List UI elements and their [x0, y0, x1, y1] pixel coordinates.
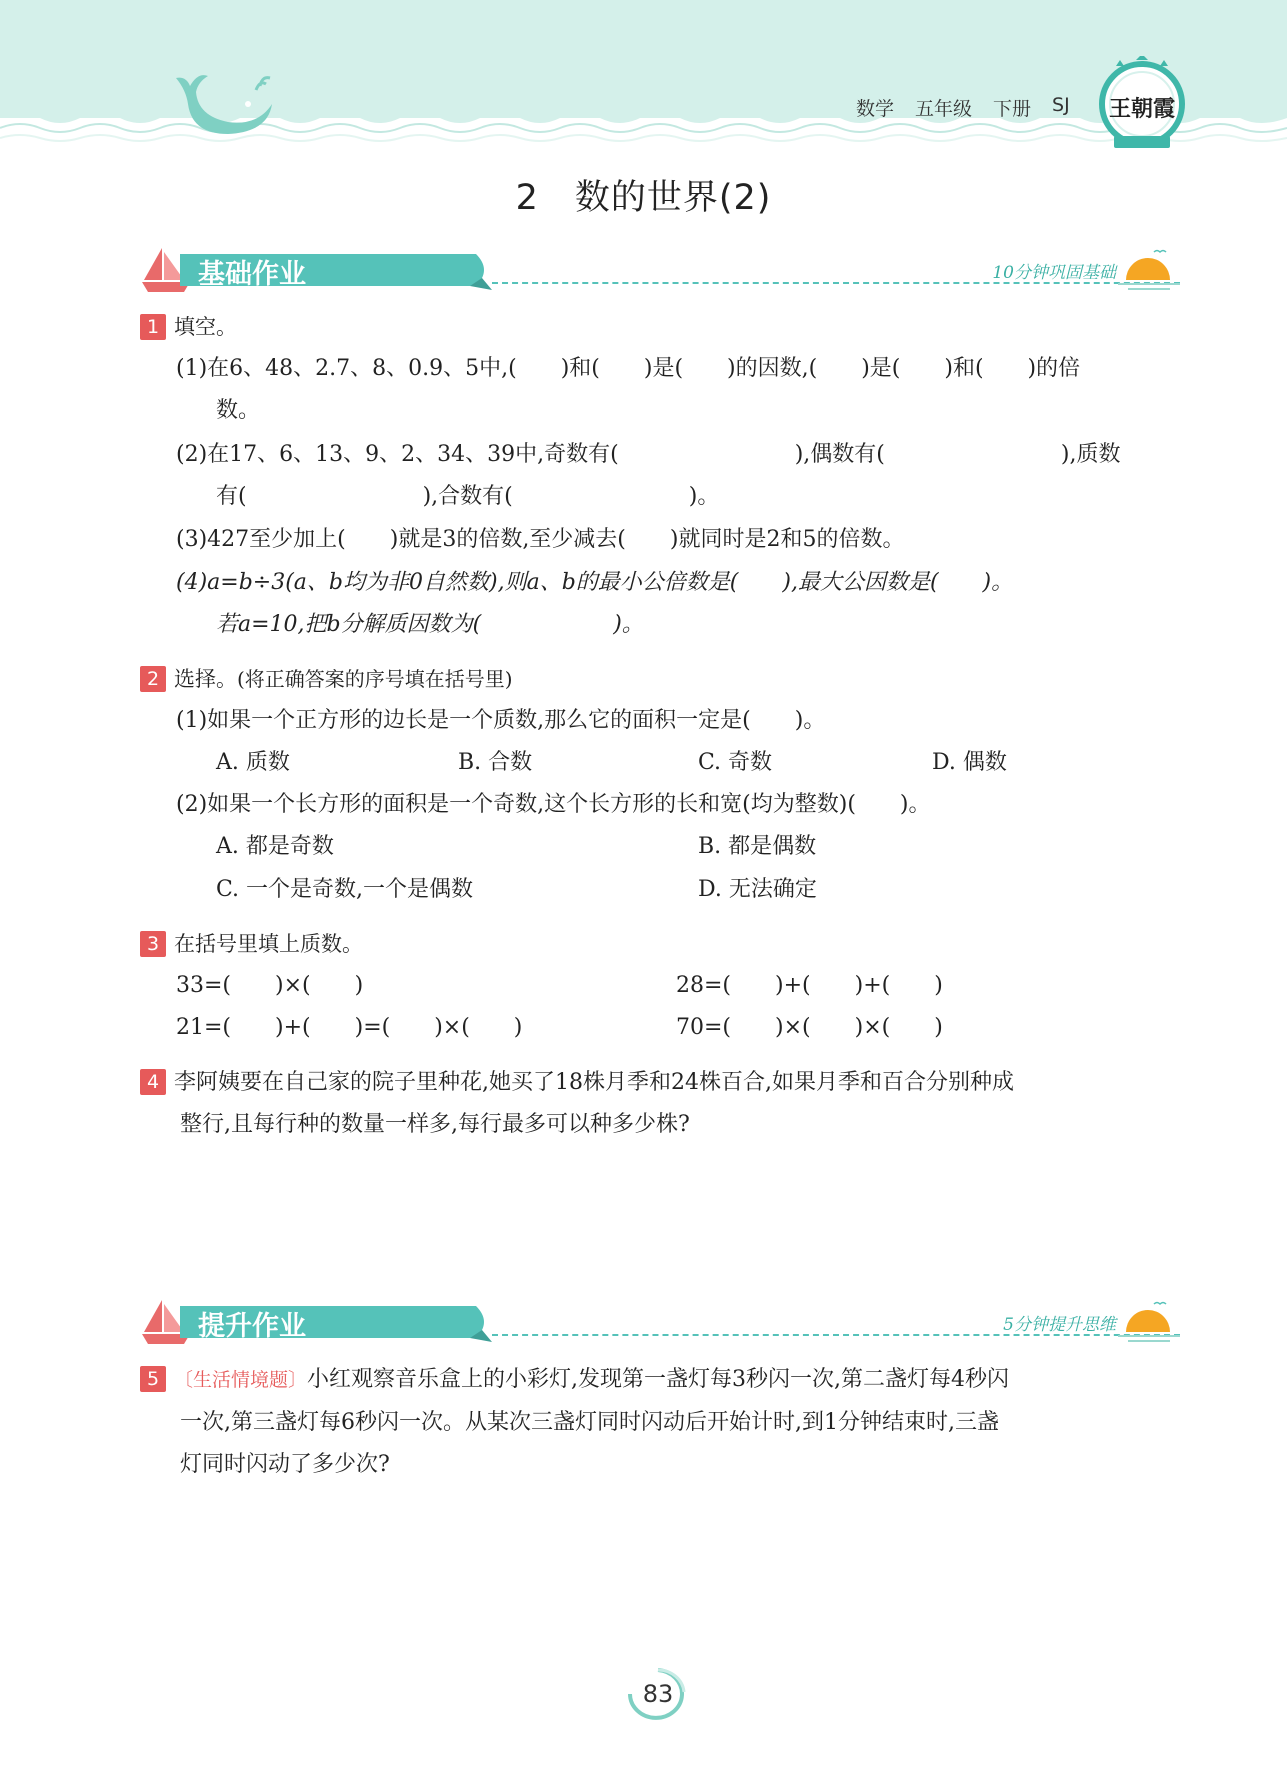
grade-label: 五年级 [915, 98, 973, 120]
whale-icon [168, 68, 278, 138]
question-1-title: 填空。 [174, 315, 237, 339]
q1-part1-line2: 数。 [216, 398, 261, 423]
q2-part1-option-c: C. 奇数 [698, 750, 773, 775]
question-5-line1 [140, 1365, 1009, 1395]
section-title: 提升作业 [198, 1311, 306, 1342]
question-5-line3: 灯同时闪动了多少次? [180, 1452, 390, 1477]
q2-part1-option-b: B. 合数 [458, 750, 533, 775]
section-advanced-header [140, 1296, 1180, 1348]
section-basic-header [140, 244, 1180, 296]
question-number-badge: 1 [140, 314, 166, 340]
question-4-line2: 整行,且每行种的数量一样多,每行最多可以种多少株? [180, 1112, 690, 1137]
q2-part1-option-a: A. 质数 [216, 750, 290, 775]
question-number-badge: 2 [140, 666, 166, 692]
question-2-header [140, 664, 513, 694]
q2-part1-option-d: D. 偶数 [932, 750, 1007, 775]
question-5-line2: 一次,第三盏灯每6秒闪一次。从某次三盏灯同时闪动后开始计时,到1分钟结束时,三盏 [180, 1410, 999, 1435]
header-meta [856, 94, 1070, 121]
question-2-note: (将正确答案的序号填在括号里) [237, 667, 513, 691]
section-subtitle: 10分钟巩固基础 [992, 263, 1116, 283]
question-2-title: 选择。 [174, 667, 237, 691]
page-title: 2 数的世界(2) [515, 178, 772, 218]
q1-part2-line1: (2)在17、6、13、9、2、34、39中,奇数有( ),偶数有( ),质数 [176, 442, 1121, 467]
context-tag: 〔生活情境题〕 [174, 1369, 308, 1391]
q3-equation-1: 33=( )×( ) [176, 973, 364, 998]
sunset-icon [1118, 246, 1180, 292]
page-number-badge [618, 1664, 698, 1724]
q2-part1-stem: (1)如果一个正方形的边长是一个质数,那么它的面积一定是( )。 [176, 708, 826, 733]
q1-part4-line2: 若a=10,把b分解质因数为( )。 [216, 612, 644, 637]
q1-part1-line1: (1)在6、48、2.7、8、0.9、5中,( )和( )是( )的因数,( )是( )和( )的倍 [176, 356, 1081, 381]
question-3-title: 在括号里填上质数。 [174, 932, 363, 956]
edition-label: SJ [1052, 94, 1070, 116]
q3-equation-3: 21=( )+( )=( )×( ) [176, 1015, 523, 1040]
q1-part2-line2: 有( ),合数有( )。 [216, 484, 720, 509]
question-5-text-1: 小红观察音乐盒上的小彩灯,发现第一盏灯每3秒闪一次,第二盏灯每4秒闪 [307, 1367, 1009, 1392]
q2-part2-stem: (2)如果一个长方形的面积是一个奇数,这个长方形的长和宽(均为整数)( )。 [176, 792, 931, 817]
page-number: 83 [642, 1680, 674, 1708]
q1-part4-line1: (4)a=b÷3(a、b均为非0自然数),则a、b的最小公倍数是( ),最大公因数是( )。 [176, 570, 1014, 595]
volume-label: 下册 [993, 98, 1032, 120]
sunset-icon [1118, 1298, 1180, 1344]
q3-equation-4: 70=( )×( )×( ) [676, 1015, 943, 1040]
question-number-badge: 3 [140, 931, 166, 957]
question-4-line1 [140, 1068, 1014, 1098]
question-3-header [140, 929, 363, 959]
logo-text: 王朝霞 [1108, 96, 1175, 122]
question-number-badge: 5 [140, 1366, 166, 1392]
q2-part2-option-d: D. 无法确定 [698, 877, 817, 902]
question-1-header [140, 312, 237, 342]
section-title: 基础作业 [198, 259, 306, 290]
question-number-badge: 4 [140, 1069, 166, 1095]
section-subtitle: 5分钟提升思维 [1003, 1315, 1116, 1335]
q2-part2-option-b: B. 都是偶数 [698, 834, 817, 859]
q1-part3: (3)427至少加上( )就是3的倍数,至少减去( )就同时是2和5的倍数。 [176, 527, 905, 552]
q3-equation-2: 28=( )+( )+( ) [676, 973, 943, 998]
subject-label: 数学 [856, 98, 895, 120]
q2-part2-option-c: C. 一个是奇数,一个是偶数 [216, 877, 474, 902]
q2-part2-option-a: A. 都是奇数 [216, 834, 334, 859]
question-4-text-1: 李阿姨要在自己家的院子里种花,她买了18株月季和24株百合,如果月季和百合分别种成 [174, 1070, 1014, 1095]
